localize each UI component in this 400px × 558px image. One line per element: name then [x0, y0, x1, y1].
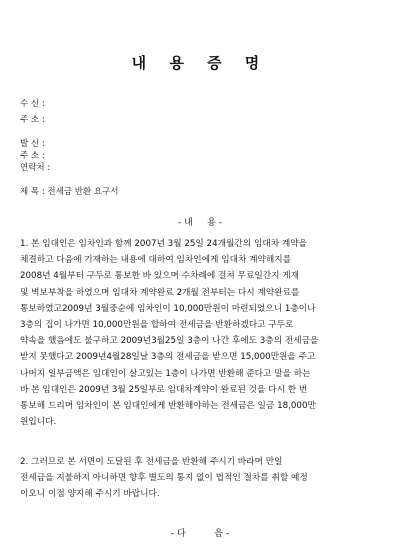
paragraph-1-line: 원입니다. — [20, 417, 57, 428]
content-section-heading: - 내 용 - — [178, 218, 222, 228]
paragraph-1-line: 통보해 드리며 임차인이 본 임대인에게 반환해야하는 전세금은 일금 18,000만 — [20, 401, 316, 412]
paragraph-1-line: 나머지 일부금액은 임대인이 살고있는 1층이 나가면 반환해 준다고 말을 하는 — [20, 368, 311, 379]
closing-section-heading: - 다 음 - — [170, 529, 230, 539]
recipient-label: 수 신 : — [20, 99, 45, 109]
paragraph-1-line: 받지 못했다고 2009년4월28일날 3층의 전세금을 받으면 15,000만원을 주고 — [20, 352, 316, 363]
paragraph-1-line: 2008년 4월부터 구두로 통보한 바 있으며 수차례에 걸쳐 무료일간지 게재 — [20, 271, 300, 282]
contact-label: 연락처 : — [20, 163, 51, 173]
paragraph-2-line: 이오니 이점 양지해 주시기 바랍니다. — [20, 489, 160, 500]
document-title: 내 용 증 명 — [131, 54, 269, 72]
paragraph-1-line: 및 벽보부착을 하였으며 임대차 계약완료 2개월 전부터는 다시 계약완료를 — [20, 287, 300, 298]
paragraph-2 — [20, 454, 382, 503]
paragraph-1-line: 통보하였고2009년 3월중순에 임차인이 10,000만원이 마련되었으니 1층이나 — [20, 303, 316, 314]
paragraph-1 — [20, 236, 382, 430]
paragraph-1-line: 체결하고 다음에 기재하는 내용에 대하여 임차인에게 임대차 계약해지를 — [20, 255, 292, 266]
sender-address-label: 주 소 : — [20, 151, 45, 161]
paragraph-2-line: 2. 그러므로 본 서면이 도달된 후 전세금을 반환해 주시기 바라며 만일 — [20, 457, 283, 467]
paragraph-1-line: 바 본 임대인은 2009년 3월 25일부로 임대차계약이 완료된 것을 다시 한 번 — [20, 384, 308, 395]
paragraph-2-line: 전세금을 지불하지 아니하면 향후 별도의 통지 없이 법적인 절차를 취할 예정 — [20, 473, 308, 484]
paragraph-1-line: 1. 본 임대인은 임차인과 함께 2007년 3월 25일 24개월간의 임대차 계약을 — [20, 239, 308, 249]
paragraph-1-line: 약속을 했음에도 불구하고 2009년3월25일 3층이 나간 후에도 3층의 전세금을 — [20, 336, 319, 347]
recipient-address-label: 주 소 : — [20, 115, 45, 125]
paragraph-1-line: 3층의 집이 나가면 10,000만원을 합하여 전세금을 반환하겠다고 구두로 — [20, 320, 294, 331]
subject-line: 제 목 : 전세금 반환 요구서 — [20, 187, 119, 197]
sender-label: 발 신 : — [20, 139, 45, 149]
